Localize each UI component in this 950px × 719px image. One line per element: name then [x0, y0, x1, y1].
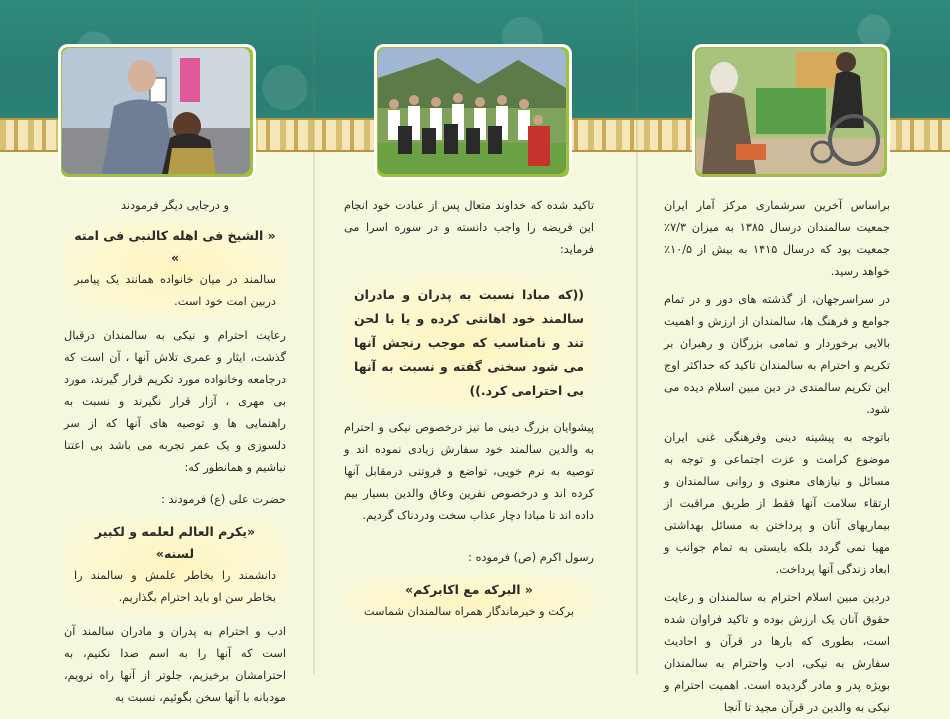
left-paragraph-2: ادب و احترام به پدران و مادران سالمند آن است که آنها را به اسم صدا نکنیم، به احترامشان برخیزیم، جلوتر از آنها راه نرویم، مودبانه با آنها سخن بگوئیم، نسبت به [64, 625, 286, 704]
photo-left [62, 48, 250, 174]
hadith2-box [64, 517, 286, 613]
right-paragraph-4: دردین مبین اسلام احترام به سالمندان و رعایت حقوق آنان یک ارزش بوده و تاکید فراوان شده است، بطوری که بارها در قرآن و احادیث سفارش به نیکی، ادب واحترام به سالمندان بویژه پدر و مادر گردیده است. اهمیت احترام و نیکی به والدین در قرآن مجید تا آنجا [664, 591, 890, 714]
hadith2-translation: دانشمند را بخاطر علمش و سالمند را بخاطر سن او باید احترام بگذاریم. [74, 569, 276, 604]
right-paragraph-2: در سراسرجهان، از گذشته های دور و در تمام جوامع و فرهنگ ها، سالمندان از ارزش و اهمیت بالایی برخوردار و تمامی بزرگان و رهبران بر تکریم و احترام به سالمندان تاکید که حداکثر اوج این تکریم سالمندی در دین مبین اسلام دیده می شود. [664, 293, 890, 416]
hadith3-translation: برکت و خیرماندگار همراه سالمندان شماست [363, 605, 575, 618]
hadith1-box [64, 221, 286, 317]
hadith3-box [344, 575, 594, 627]
left-intro: و درجایی دیگر فرمودند [121, 199, 229, 212]
panel-divider-left [313, 0, 315, 675]
hadith3-arabic: « البرکه مع اکابرکم» [405, 582, 533, 597]
middle-paragraph-1: تاکید شده که خداوند متعال پس از عبادت خود انجام این فریضه را واجب دانسته و در سوره اسرا می فرماید: [344, 199, 594, 256]
quran-quote-box [344, 275, 594, 411]
hadith1-arabic: « الشیخ فی اهله کالنبی فی امته » [74, 228, 276, 265]
left-paragraph-1: رعایت احترام و نیکی به سالمندان درقبال گذشت، ایثار و عمری تلاش آنها ، آن است که درجامعه وخانواده مورد تکریم قرار گیرند، مورد بی مهری ، آزار قرار نگیرند و نسبت به راهنمایی ها و توصیه های آنها که از سر دلسوزی و یک عمر تجربه می باشد بی اعتنا نباشیم و همانطور که: [64, 329, 286, 474]
photo-middle [378, 48, 566, 174]
left-column [64, 195, 286, 704]
hadith1-translation: سالمند در میان خانواده همانند یک پیامبر دربین امت خود است. [74, 273, 276, 308]
right-column [664, 195, 891, 714]
right-paragraph-3: باتوجه به پیشینه دینی وفرهنگی غنی ایران موضوع کرامت و عزت اجتماعی و توجه به مسائل و نیازهای معنوی و روانی سالمندان و ارتقاء سلامت آنها فقط از طریق مراقبت از بیماریهای آنان و پرداختن به مسائل بهداشتی مهیا نمی گردد بلکه بایستی به تمام جوانب و ابعاد زندگی آنها پرداخت. [664, 431, 890, 576]
photo-right [696, 48, 884, 174]
middle-column [344, 195, 594, 665]
quran-quote: ((که مبادا نسبت به پدران و مادران سالمند خود اهانتی کرده و یا با لحن تند و نامناسب که موجب رنجش آنها می شود سخنی گفته و نسبت به آنها بی احترامی کرد.)) [354, 287, 584, 398]
right-paragraph-1: براساس آخرین سرشماری مرکز آمار ایران جمعیت سالمندان درسال ۱۳۸۵ به میزان ۷/۳٪ جمعیت بود که درسال ۱۴۱۵ به بیش از ۱۰/۵٪ خواهد رسید. [664, 199, 891, 278]
panel-divider-right [636, 0, 638, 675]
middle-paragraph-2: پیشوایان بزرگ دینی ما نیز درخصوص نیکی و احترام به والدین سالمند خود سفارش زیادی نموده اند و توصیه به نرم خویی، تواضع و فروتنی درمقابل آنها کرده اند و درخصوص نفرین وعاق والدین بسیار بیم داده اند تا مبادا دچار عذاب سخت ودردناک گردیم. [344, 421, 594, 522]
prophet-attribution: رسول اکرم (ص) فرموده : [468, 551, 594, 564]
hadith2-arabic: «یکرم العالم لعلمه و لکبیر لسنه» [94, 524, 256, 561]
ali-attribution: حضرت علی (ع) فرمودند : [161, 493, 286, 506]
